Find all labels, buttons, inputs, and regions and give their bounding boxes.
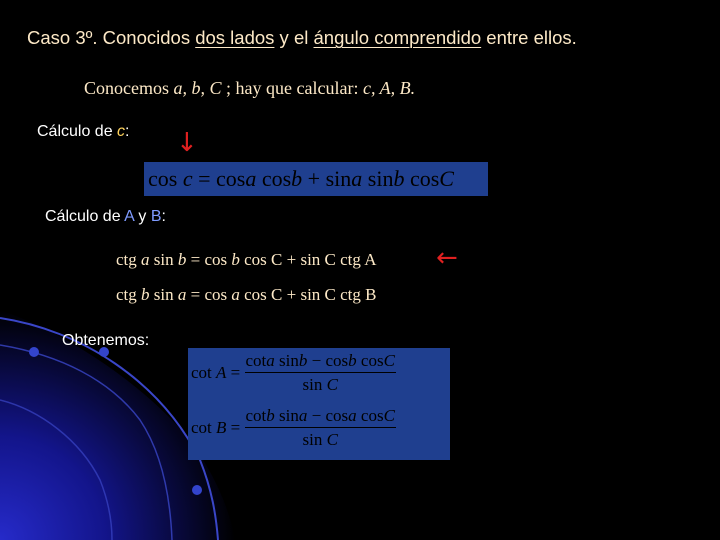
title-underlined-1: dos lados bbox=[195, 27, 275, 48]
obtenemos-label: Obtenemos: bbox=[62, 332, 150, 349]
var-b: b bbox=[141, 285, 150, 304]
eq2-part: ctg bbox=[116, 285, 142, 304]
calc-AB-label: Cálculo de bbox=[45, 208, 125, 225]
var-c: c bbox=[182, 166, 193, 191]
var-a: a bbox=[266, 351, 275, 370]
var-b: b bbox=[348, 351, 357, 370]
equals-sign: = bbox=[198, 166, 211, 191]
fn-sin: sin bbox=[279, 351, 299, 370]
eq1-part: cos C + sin C ctg A bbox=[239, 250, 377, 269]
fn-cot: cot bbox=[245, 406, 267, 425]
var-a: a bbox=[348, 406, 357, 425]
fn-cot: cot bbox=[245, 351, 267, 370]
calc-AB-colon: : bbox=[161, 208, 166, 225]
title-prefix: Caso 3º. Conocidos bbox=[27, 27, 196, 48]
fn-cos: cos bbox=[261, 166, 292, 191]
var-a: a bbox=[351, 166, 363, 191]
title-underlined-2: ángulo comprendido bbox=[313, 27, 482, 48]
equals-sign: = bbox=[230, 363, 241, 382]
eq1-part: ctg bbox=[116, 250, 142, 269]
curve-dot-3 bbox=[192, 485, 202, 495]
fn-cos: cos bbox=[409, 166, 440, 191]
fn-cot: cot bbox=[191, 418, 212, 437]
var-a: a bbox=[245, 166, 257, 191]
formula-c-box bbox=[144, 162, 488, 196]
var-A: A bbox=[216, 363, 227, 382]
var-C: C bbox=[439, 166, 454, 191]
calc-c-label: Cálculo de bbox=[37, 123, 118, 140]
result-formulas-box bbox=[188, 348, 450, 460]
var-b: b bbox=[177, 250, 187, 269]
fn-cos: cos bbox=[148, 166, 178, 191]
formula-c bbox=[148, 166, 454, 191]
fn-cot: cot bbox=[191, 363, 212, 382]
var-a: a bbox=[231, 285, 240, 304]
result-A bbox=[191, 351, 396, 395]
var-b: b bbox=[291, 166, 303, 191]
var-C: C bbox=[383, 351, 395, 370]
eq2-part: cos C + sin C ctg B bbox=[239, 285, 377, 304]
eq2-part: sin bbox=[149, 285, 178, 304]
fn-cos: cos bbox=[216, 166, 246, 191]
fraction-B-numerator bbox=[245, 406, 396, 428]
var-C: C bbox=[326, 430, 338, 449]
fraction-A bbox=[245, 351, 396, 395]
calc-A-var: A bbox=[124, 208, 134, 225]
var-a: a bbox=[141, 250, 150, 269]
eq1-part: sin bbox=[149, 250, 178, 269]
fn-cos: cos bbox=[325, 351, 349, 370]
known-mid: ; hay que calcular: bbox=[221, 78, 363, 98]
fn-sin: sin bbox=[302, 430, 323, 449]
calc-B-var: B bbox=[150, 208, 162, 225]
calc-AB-heading bbox=[45, 208, 166, 226]
var-b: b bbox=[298, 351, 308, 370]
known-vars: a, b, C bbox=[173, 78, 222, 98]
title-suffix: entre ellos. bbox=[481, 27, 577, 48]
curve-dot-1 bbox=[29, 347, 39, 357]
fn-cos: cos bbox=[360, 351, 384, 370]
var-b: b bbox=[266, 406, 275, 425]
fn-sin: sin bbox=[325, 166, 352, 191]
fn-sin: sin bbox=[302, 375, 323, 394]
equals-sign: = bbox=[230, 418, 241, 437]
equation-2 bbox=[116, 285, 377, 305]
page-title bbox=[27, 27, 577, 49]
unknown-vars: c, A, B. bbox=[362, 78, 416, 98]
var-a: a bbox=[177, 285, 187, 304]
fraction-B-denominator bbox=[245, 428, 396, 450]
fn-sin: sin bbox=[367, 166, 394, 191]
var-C: C bbox=[326, 375, 338, 394]
plus-sign: + bbox=[307, 166, 321, 191]
var-b: b bbox=[393, 166, 405, 191]
calc-c-var: c bbox=[117, 123, 126, 140]
eq1-part: = cos bbox=[186, 250, 232, 269]
fraction-B bbox=[245, 406, 396, 450]
fraction-A-numerator bbox=[245, 351, 396, 373]
title-mid: y el bbox=[274, 27, 314, 48]
fn-sin: sin bbox=[279, 406, 299, 425]
var-B: B bbox=[216, 418, 227, 437]
equation-1 bbox=[116, 250, 377, 270]
down-arrow-icon: ↓ bbox=[176, 128, 198, 158]
calc-c-heading bbox=[37, 123, 130, 141]
result-B bbox=[191, 406, 396, 450]
var-b: b bbox=[231, 250, 240, 269]
fn-cos: cos bbox=[360, 406, 384, 425]
var-C: C bbox=[383, 406, 395, 425]
eq2-part: = cos bbox=[186, 285, 232, 304]
fraction-A-denominator bbox=[245, 373, 396, 395]
calc-c-colon: : bbox=[125, 123, 130, 140]
calc-AB-and: y bbox=[133, 208, 151, 225]
left-arrow-icon: ← bbox=[436, 243, 458, 273]
minus-sign: − bbox=[311, 406, 322, 425]
fn-cos: cos bbox=[325, 406, 349, 425]
minus-sign: − bbox=[311, 351, 322, 370]
known-label: Conocemos bbox=[84, 78, 174, 98]
known-line bbox=[84, 78, 415, 99]
var-a: a bbox=[298, 406, 308, 425]
